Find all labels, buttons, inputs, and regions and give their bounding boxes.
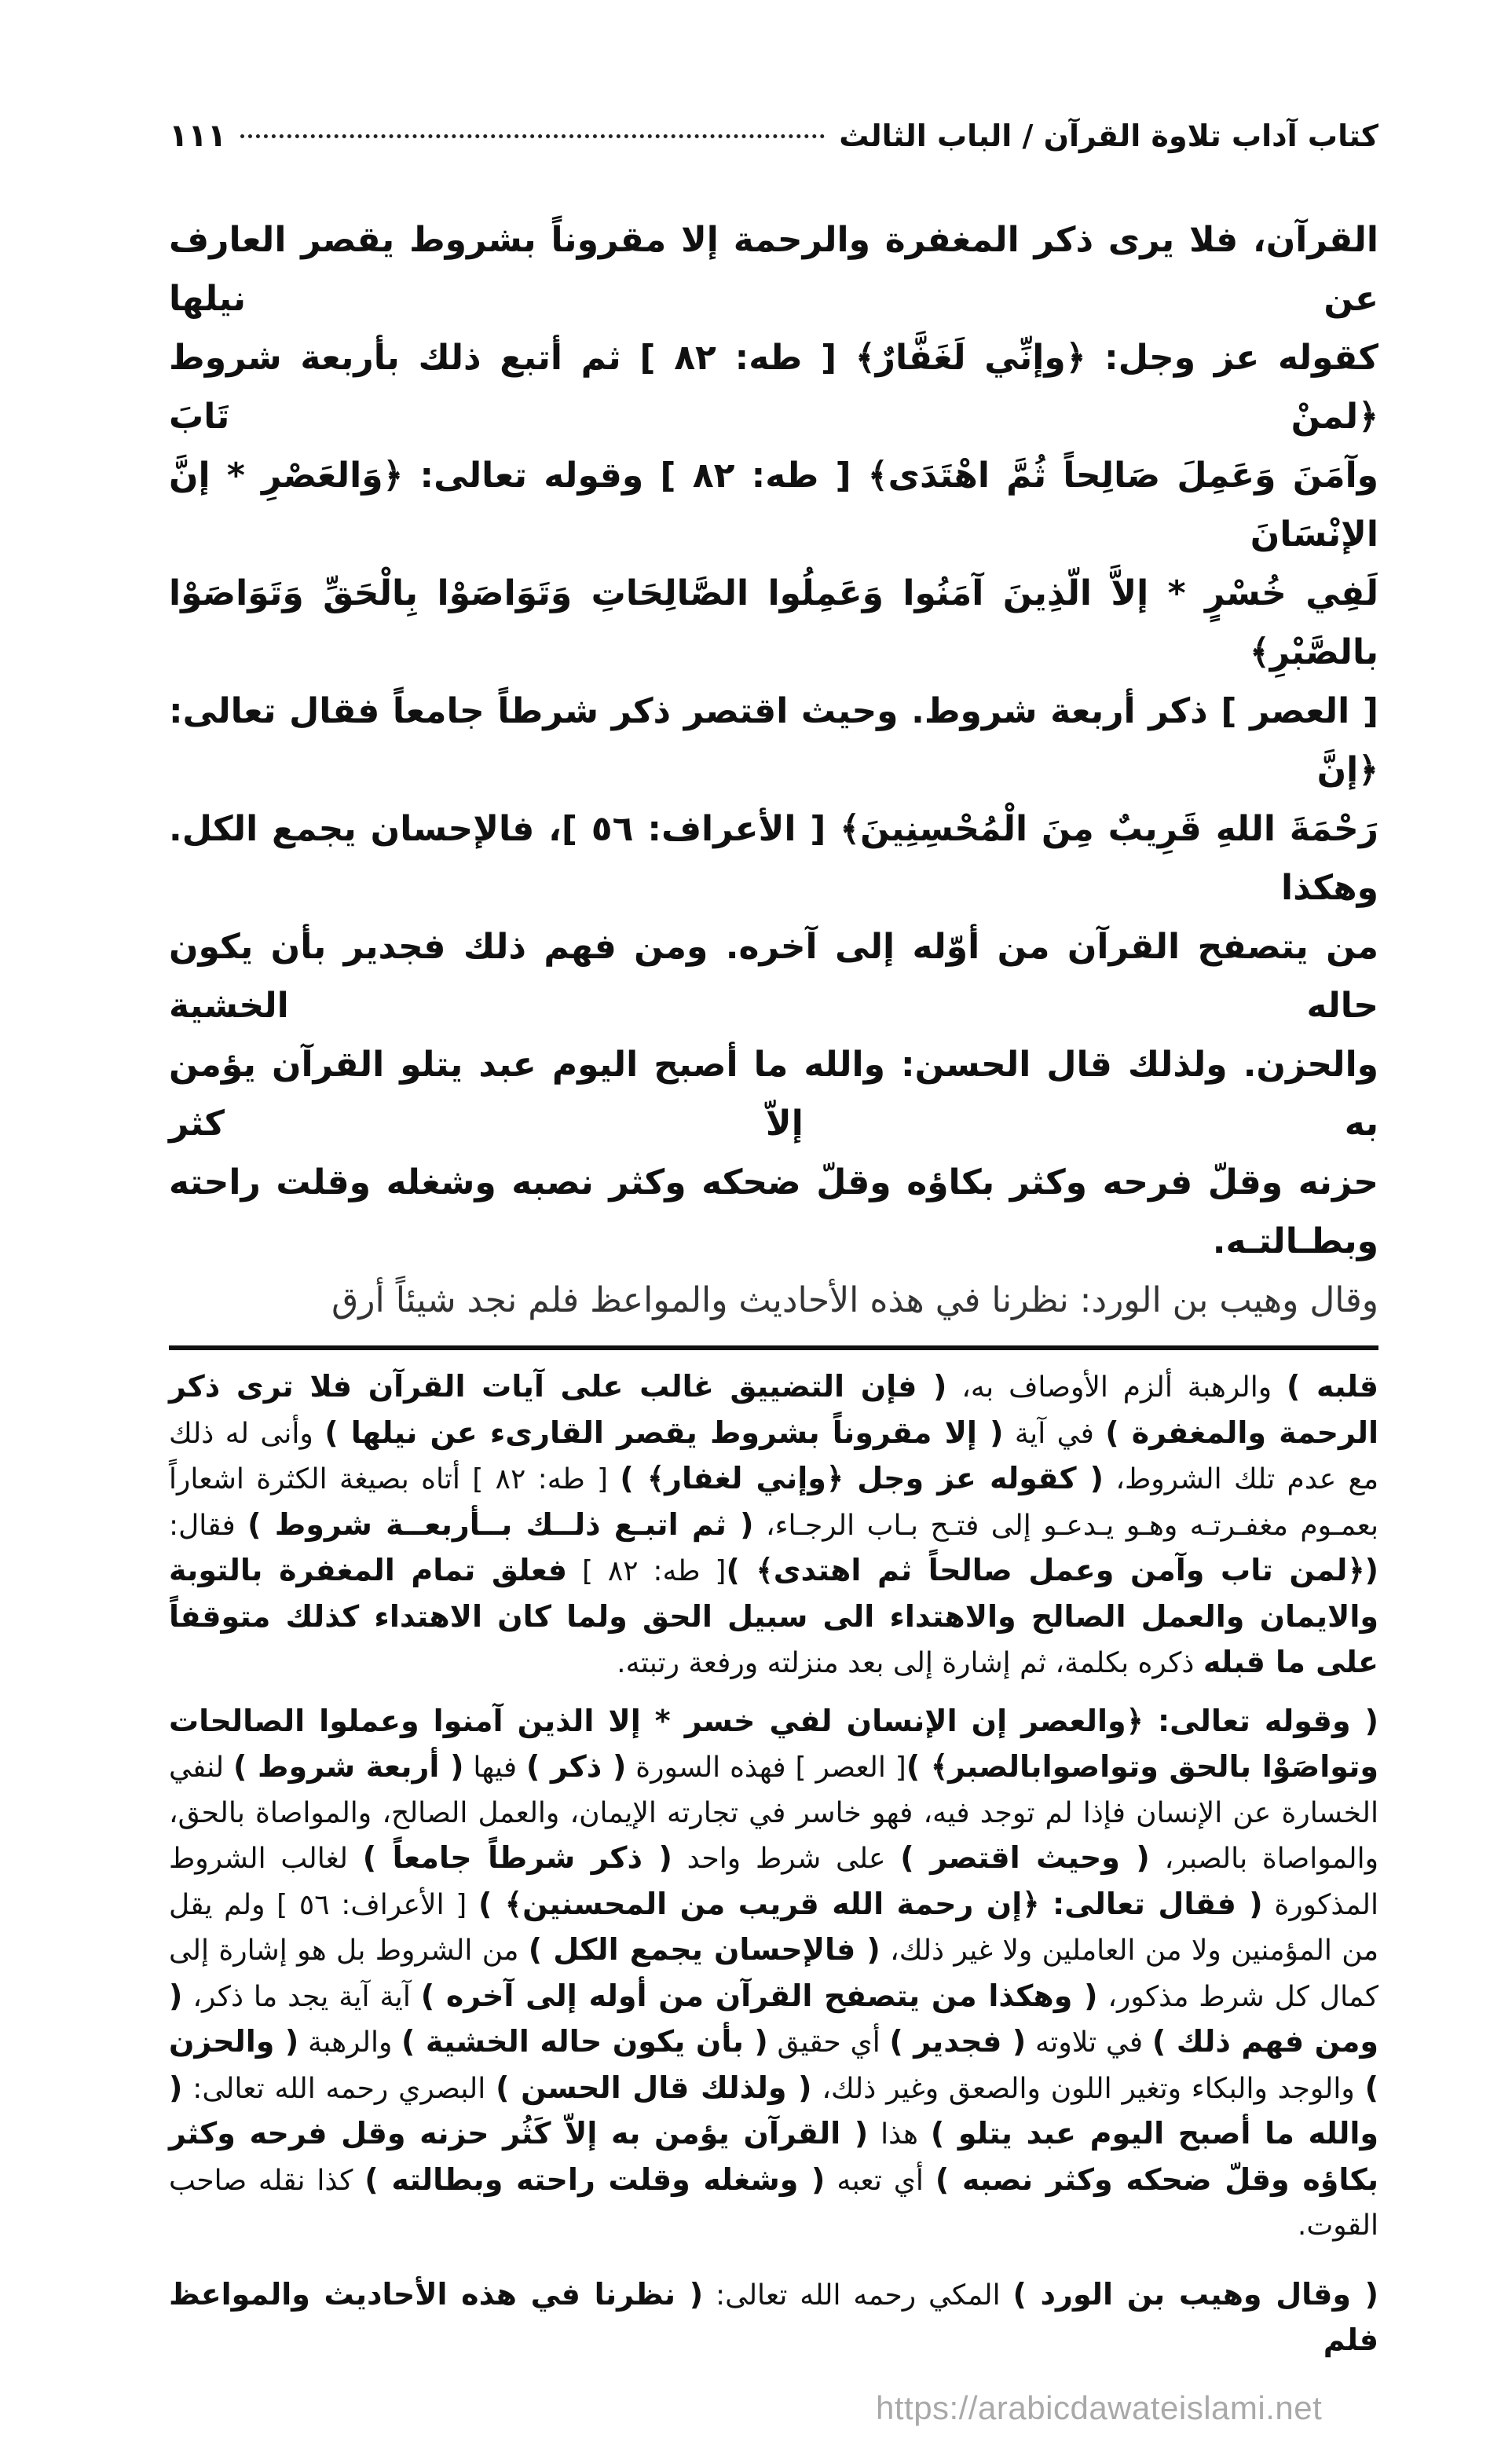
commentary-text: [ الأعراف: ٥٦ ] ولم يقل من المؤمنين ولا من العاملين ولا غير ذلك، [169,1888,1378,1967]
commentary-quoted-text: ( وحيث اقتصر ) [900,1840,1150,1875]
commentary-quoted-text: ( وشغله وقلت راحته وبطالته ) [364,2162,826,2197]
commentary-quoted-text: ( والحزن ) [169,2024,1378,2105]
commentary-quoted-text: ( ومن فهم ذلك ) [169,1978,1378,2059]
commentary [169,1364,1378,2364]
book-page [169,0,1378,2364]
commentary-quoted-text: ( إلا مقروناً بشروط يقصر القارىء عن نيلها ) [324,1415,1004,1450]
commentary-text: البصري رحمه الله تعالى: [182,2072,496,2105]
commentary-quoted-text: ( وقوله تعالى: ﴿والعصر إن الإنسان لفي خسر * إلا الذين آمنوا وعملوا الصالحات وتواصَوْا بالحق وتواصوابالصبر﴾ ) [169,1703,1379,1784]
main-text-line: وقال وهيب بن الورد: نظرنا في هذه الأحاديث والمواعظ فلم نجد شيئاً أرق [331,1280,1378,1320]
leader-dots [240,134,825,138]
commentary-quoted-text: (﴿لمن تاب وآمن وعمل صالحاً ثم اهتدى﴾ ) [726,1553,1379,1587]
commentary-text: والرهبة [298,2026,402,2059]
commentary-quoted-text: ( ذكر شرطاً جامعاً ) [362,1840,672,1875]
commentary-text: من الشروط بل هو إشارة إلى كمال كل شرط مذكور، [169,1935,1378,2013]
commentary-quoted-text: ( أربعة شروط ) [232,1749,464,1784]
commentary-text: آية آية يجد ما ذكر، [182,1980,421,2013]
commentary-quoted-text: ( القرآن يؤمن به إلاّ كَثُر حزنه وقل فرحه وكثر بكاؤه وقلّ ضحكه وكثر نصبه ) [169,2116,1379,2197]
commentary-text: في تلاوته [1026,2026,1152,2059]
commentary-quoted-text: ( فإن التضييق غالب على آيات القرآن فلا ترى ذكر الرحمة والمغفرة ) [169,1369,1378,1450]
main-text-line: لَفِي خُسْرٍ * إلاَّ الّذِينَ آمَنُوا وَعَمِلُوا الصَّالِحَاتِ وَتَوَاصَوْا بِالْحَقِّ وَتَوَاصَوْا بالصَّبْرِ﴾ [169,573,1378,672]
commentary-paragraph [169,1699,1378,2249]
commentary-text: هذا [868,2118,931,2151]
commentary-text: لنفي الخسارة عن الإنسان فإذا لم توجد فيه، فهو خاسر في تجارته الإيمان، والعمل الصالح، والمواصاة بالحق، والمواصاة بالصبر، [169,1752,1379,1875]
commentary-quoted-text: ( والله ما أصبح اليوم عبد يتلو ) [169,2070,1378,2151]
main-text-line: والحزن. ولذلك قال الحسن: والله ما أصبح اليوم عبد يتلو القرآن يؤمن به إلاّ كثر [169,1045,1378,1144]
commentary-text: فيها [463,1752,526,1784]
commentary-text: لغالب الشروط المذكورة [169,1843,1378,1921]
commentary-quoted-text: ( كقوله عز وجل ﴿وإني لغفار﴾ ) [620,1461,1104,1495]
commentary-quoted-text: ( بأن يكون حاله الخشية ) [401,2024,768,2059]
commentary-quoted-text: ( وقال وهيب بن الورد ) [1012,2276,1378,2312]
main-text [169,210,1378,1330]
main-text-line: من يتصفح القرآن من أوّله إلى آخره. ومن فهم ذلك فجدير بأن يكون حاله الخشية [169,927,1378,1026]
main-text-line: كقوله عز وجل: ﴿وإنِّي لَغَفَّارٌ﴾ [ طه: ٨٢ ] ثم أتبع ذلك بأربعة شروط ﴿لمنْ تَابَ [169,338,1379,437]
main-text-line: [ العصر ] ذكر أربعة شروط. وحيث اقتصر ذكر شرطاً جامعاً فقال تعالى: ﴿إنَّ [169,691,1378,790]
commentary-quoted-text: ( ذكر ) [525,1749,627,1784]
chapter-title: كتاب آداب تلاوة القرآن / الباب الثالث [839,119,1378,153]
commentary-text: في آية [1003,1417,1106,1450]
commentary-quoted-text: ( وهكذا من يتصفح القرآن من أوله إلى آخره ) [420,1978,1098,2013]
commentary-quoted-text: ( فالإحسان يجمع الكل ) [528,1932,880,1967]
commentary-paragraph [169,1364,1378,1686]
commentary-text: على شرط واحد [672,1843,901,1875]
main-text-line: حزنه وقلّ فرحه وكثر بكاؤه وقلّ ضحكه وكثر نصبه وشغله وقلت راحته وبطـالتـه. [169,1162,1378,1261]
commentary-text: ذكره بكلمة، ثم إشارة إلى بعد منزلته ورفعة رتبته. [617,1647,1203,1679]
commentary-quoted-text: ( فقال تعالى: ﴿إن رحمة الله قريب من المحسنين﴾ ) [478,1886,1263,1921]
commentary-text: أي حقيق [767,2026,890,2059]
commentary-text: فقال: [169,1509,248,1542]
commentary-text: والرهبة ألزم الأوصاف به، [946,1371,1287,1404]
page-number: ١١١ [169,118,227,154]
commentary-quoted-text: ( ولذلك قال الحسن ) [496,2070,812,2105]
commentary-text: والوجد والبكاء وتغير اللون والصعق وغير ذلك، [811,2072,1365,2105]
main-text-line: رَحْمَةَ اللهِ قَرِيبٌ مِنَ الْمُحْسِنِينَ﴾ [ الأعراف: ٥٦ ]، فالإحسان يجمع الكل. وهكذا [169,809,1378,908]
commentary-quoted-text: ( فجدير ) [889,2024,1027,2059]
commentary-quoted-text: فعلق تمام المغفرة بالتوبة والايمان والعمل الصالح والاهتداء الى سبيل الحق ولما كان الاهتداء كذلك متوقفاً على ما قبله [169,1553,1378,1679]
commentary-quoted-text: قلبه ) [1287,1369,1379,1404]
commentary-quoted-text: ( نظرنا في هذه الأحاديث والمواعظ فلم [169,2276,1378,2357]
main-text-line: القرآن، فلا يرى ذكر المغفرة والرحمة إلا مقروناً بشروط يقصر العارف عن نيلها [169,220,1378,319]
commentary-text: وأنى له ذلك مع عدم تلك الشروط، [169,1417,1378,1495]
commentary-text: [ العصر ] فهذه السورة [626,1752,906,1784]
commentary-paragraph [169,2272,1378,2364]
commentary-text: [ طه: ٨٢ ] أتاه بصيغة الكثرة اشعاراً بعمـوم مغفـرتـه وهـو يـدعـو إلى فتـح بـاب الرجـاء، [169,1463,1378,1542]
watermark-url: https://arabicdawateislami.net [876,2389,1323,2426]
commentary-text: المكي رحمه الله تعالى: [703,2279,1013,2312]
commentary-text: كذا نقله صاحب القوت. [169,2164,1378,2242]
main-text-line: وآمَنَ وَعَمِلَ صَالِحاً ثُمَّ اهْتَدَى﴾ [ طه: ٨٢ ] وقوله تعالى: ﴿وَالعَصْرِ * إنَّ الإنْسَانَ [169,456,1378,555]
commentary-text: أي تعبه [825,2164,935,2197]
separator-rule [169,1345,1378,1350]
commentary-quoted-text: ( ثم اتبـع ذلــك بــأربعــة شروط ) [247,1506,754,1542]
commentary-text: [ طه: ٨٢ ] [567,1555,727,1587]
running-header [169,118,1378,173]
